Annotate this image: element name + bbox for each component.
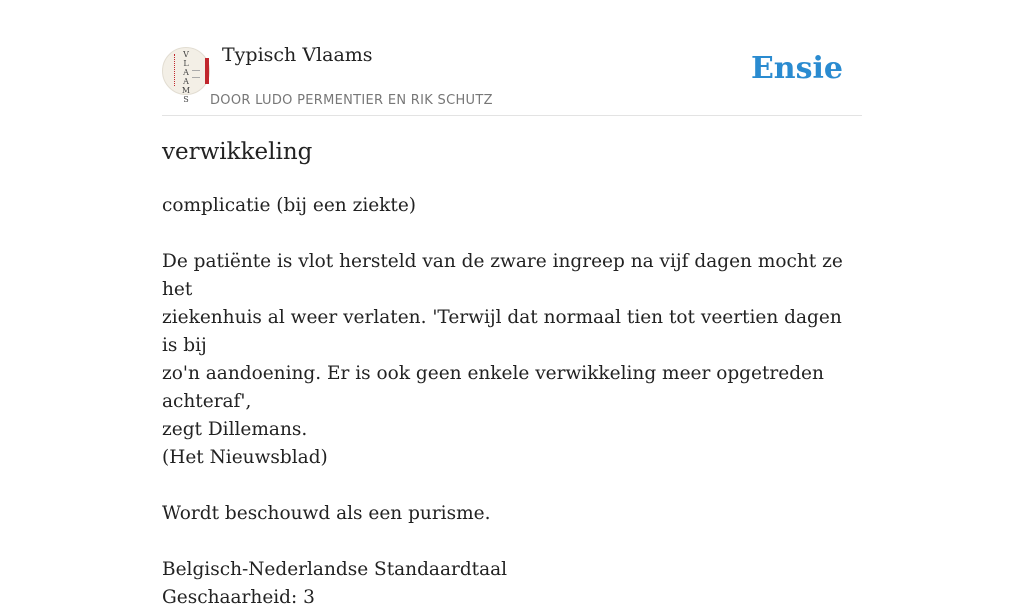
example-line: zo'n aandoening. Er is ook geen enkele verwikkeling meer opgetreden achteraf', — [162, 363, 824, 412]
entry-definition: complicatie (bij een ziekte) — [162, 195, 416, 216]
entry-term: verwikkeling — [162, 139, 313, 165]
entry-note: Wordt beschouwd als een purisme. — [162, 503, 491, 524]
byline: DOOR LUDO PERMENTIER EN RIK SCHUTZ — [210, 93, 493, 108]
logo-red-bar — [205, 58, 209, 84]
register-line: Geschaarheid: 3 — [162, 587, 315, 608]
header — [162, 0, 862, 116]
typisch-vlaams-logo[interactable] — [162, 47, 210, 104]
entry-register — [162, 556, 862, 612]
logo-lines — [192, 70, 200, 78]
content-container — [162, 0, 862, 608]
entry-source: (Het Nieuwsblad) — [162, 447, 328, 468]
entry-example — [162, 248, 862, 444]
ensie-brand-link[interactable]: Ensie — [750, 51, 843, 86]
entry-body — [162, 192, 862, 612]
example-line: ziekenhuis al weer verlaten. 'Terwijl dat normaal tien tot veertien dagen is bij — [162, 307, 842, 356]
site-title[interactable]: Typisch Vlaams — [222, 44, 373, 66]
logo-letters: V L A A M S — [181, 50, 191, 104]
register-line: Belgisch-Nederlandse Standaardtaal — [162, 559, 508, 580]
example-line: De patiënte is vlot hersteld van de zware ingreep na vijf dagen mocht ze het — [162, 251, 843, 300]
example-line: zegt Dillemans. — [162, 419, 308, 440]
